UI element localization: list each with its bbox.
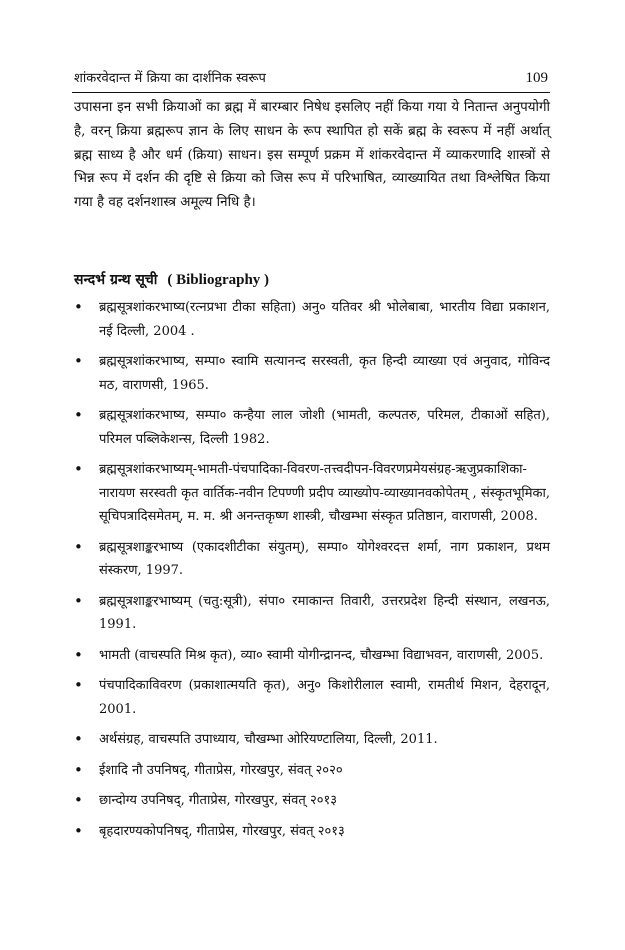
bibliography-entry-text: छान्दोग्य उपनिषद्, गीताप्रेस, गोरखपुर, संवत् २०१३ [99,793,337,808]
bibliography-entry [74,350,550,397]
running-header-title: शांकरवेदान्त में क्रिया का दार्शनिक स्वरूप [74,71,266,86]
bibliography-entry-text: ब्रह्मसूत्रशाङ्करभाष्य (एकादशीटीका संयुतम्), सम्पा० योगेश्वरदत्त शर्मा, नाग प्रकाशन, प्रथम संस्करण, 1997. [99,539,550,578]
bibliography-entry-text: ब्रह्मसूत्रशांकरभाष्य, सम्पा० कन्हैया लाल जोशी (भामती, कल्पतरु, परिमल, टीकाओं सहित), परिमल पब्लिकेशन्स, दिल्ली 1982. [99,408,550,447]
bullet-icon: • [74,537,83,556]
bibliography-entry [74,458,550,529]
bibliography-entry-text: बृहदारण्यकोपनिषद्, गीताप्रेस, गोरखपुर, संवत् २०१३ [99,823,345,839]
running-header [72,66,550,93]
bibliography-entry-text: ब्रह्मसूत्रशाङ्करभाष्यम् (चतु:सूत्री), संपा० रमाकान्त तिवारी, उत्तरप्रदेश हिन्दी संस्थान, लखनऊ, 1991. [99,593,550,632]
bibliography-entry [74,404,550,451]
bibliography-heading-hindi: सन्दर्भ ग्रन्थ सूची [74,272,158,288]
bibliography-list [74,296,550,850]
bibliography-entry [74,820,550,844]
bullet-icon: • [74,406,83,424]
bibliography-entry-text: ब्रह्मसूत्रशांकरभाष्यम्-भामती-पंचपादिका-विवरण-तत्त्वदीपन-विवरणप्रमेयसंग्रह-ऋजुप्रकाशिका-नारायण सरस्वती कृत वार्तिक-नवीन टिपण्णी प्रदीप व्याख्योप-व्याख्यानवकोपेतम् , संस्कृतभूमिका, सूचिपत्रादिसमेतम्, म. म. श्री अनन्तकृष्ण शास्त्री, चौखम्भा संस्कृत प्रतिष्ठान, वाराणसी, 2008. [99,462,550,524]
bullet-icon: • [74,821,83,840]
bibliography-entry-text: ब्रह्मसूत्रशांकरभाष्य(रत्नप्रभा टीका सहिता) अनु० यतिवर श्री भोलेबाबा, भारतीय विद्या प्रकाशन, नई दिल्ली, 2004 . [99,300,550,339]
bullet-icon: • [74,352,83,370]
bullet-icon: • [74,645,83,664]
bibliography-entry [74,536,550,583]
bibliography-entry [74,674,550,721]
bibliography-entry [74,759,550,783]
bullet-icon: • [74,760,83,779]
bibliography-entry-text: अर्थसंग्रह, वाचस्पति उपाध्याय, चौखम्भा ओरियण्टालिया, दिल्ली, 2011. [99,732,438,747]
bibliography-entry [74,296,550,343]
bullet-icon: • [74,676,83,694]
bibliography-entry [74,590,550,637]
bullet-icon: • [74,591,83,610]
bibliography-heading [74,270,550,289]
bullet-icon: • [74,791,83,809]
bullet-icon: • [74,730,83,748]
intro-paragraph: उपासना इन सभी क्रियाओं का ब्रह्म में बारम्बार निषेध इसलिए नहीं किया गया ये नितान्त अनुपयोगी है, वरन् क्रिया ब्रह्मरूप ज्ञान के लिए साधन के रूप स्थापित हो सकें ब्रह्म के स्वरूप में नहीं अर्थात् ब्रह्म साध्य है और धर्म (क्रिया) साधन। इस सम्पूर्ण प्रक्रम में शांकरवेदान्त में व्याकरणादि शास्त्रों से भिन्न रूप में दर्शन की दृष्टि से क्रिया को जिस रूप में परिभाषित, व्याख्यायित तथा विश्लेषित किया गया है वह दर्शनशास्त्र अमूल्य निधि है। [74,100,550,211]
bullet-icon: • [74,460,83,478]
bibliography-entry-text: भामती (वाचस्पति मिश्र कृत), व्या० स्वामी योगीन्द्रानन्द, चौखम्भा विद्याभवन, वाराणसी, 2005. [99,647,544,663]
bullet-icon: • [74,298,83,316]
bibliography-entry [74,644,550,668]
bibliography-entry-text: ब्रह्मसूत्रशांकरभाष्य, सम्पा० स्वामि सत्यानन्द सरस्वती, कृत हिन्दी व्याख्या एवं अनुवाद, गोविन्द मठ, वाराणसी, 1965. [99,354,550,393]
bibliography-entry-text: पंचपादिकाविवरण (प्रकाशात्मयति कृत), अनु० किशोरीलाल स्वामी, रामतीर्थ मिशन, देहरादून, 2001. [99,678,550,717]
bibliography-heading-english: ( Bibliography ) [167,272,270,288]
bibliography-entry-text: ईशादि नौ उपनिषद्, गीताप्रेस, गोरखपुर, संवत् २०२० [99,762,343,778]
bibliography-entry [74,789,550,813]
bibliography-entry [74,728,550,752]
page-number: 109 [525,70,548,86]
